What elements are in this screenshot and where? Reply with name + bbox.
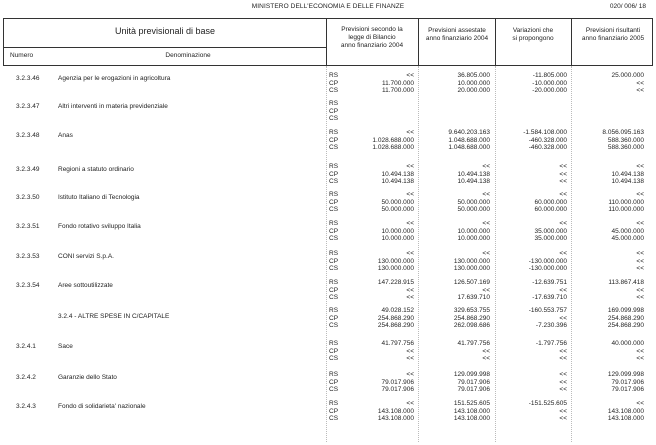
table-row (0, 369, 656, 399)
row-type-label: CP (329, 136, 339, 144)
table-row (0, 305, 656, 335)
cell-value: << (406, 129, 414, 136)
cell-value: << (482, 220, 490, 227)
row-denominazione: Regioni a statuto ordinario (58, 166, 134, 173)
row-type-label: CS (329, 265, 339, 272)
row-type-label: CS (329, 355, 339, 362)
cell-value: 254.868.290 (607, 322, 644, 329)
cell-value: 143.108.000 (607, 407, 644, 415)
cell-value: 60.000.000 (534, 198, 567, 206)
cell-value: << (636, 87, 644, 94)
table-row (0, 98, 656, 128)
cell-value: -12.639.751 (532, 279, 567, 286)
column-divider (418, 18, 419, 66)
cell-value: << (636, 294, 644, 301)
row-type-label: CP (329, 407, 339, 415)
row-denominazione: Altri interventi in materia previdenziale (58, 103, 168, 110)
cell-value: << (482, 163, 490, 170)
row-type-label: CP (329, 107, 339, 115)
column-guide-line (326, 66, 327, 442)
cell-value: 8.056.095.163 (602, 129, 644, 136)
cell-value: 254.868.290 (377, 322, 414, 329)
row-type-label: CS (329, 178, 339, 185)
cell-value: 110.000.000 (608, 206, 644, 213)
cell-value: 10.000.000 (457, 235, 490, 242)
cell-value: << (482, 191, 490, 198)
cell-value: 1.028.688.000 (372, 136, 414, 144)
row-type-label: CP (329, 378, 339, 386)
row-type-label: CS (329, 294, 339, 301)
row-code: 3.2.3.53 (16, 253, 40, 260)
table-row (0, 70, 656, 100)
cell-value: 11.700.000 (381, 87, 414, 94)
cell-value: 262.098.686 (453, 322, 490, 329)
cell-value: << (636, 191, 644, 198)
cell-value: 10.494.138 (381, 170, 414, 178)
cell-value: << (406, 294, 414, 301)
cell-value: << (559, 286, 567, 294)
cell-value: 130.000.000 (453, 265, 490, 272)
cell-value: 151.525.605 (453, 400, 490, 407)
cell-value: << (559, 407, 567, 415)
cell-value: -11.805.000 (532, 72, 567, 79)
row-type-label: CP (329, 198, 339, 206)
cell-value: << (559, 163, 567, 170)
page-header-title: MINISTERO DELL'ECONOMIA E DELLE FINANZE (251, 3, 405, 10)
row-code: 3.2.3.46 (16, 75, 40, 82)
cell-value: -7.230.396 (535, 322, 567, 329)
col-header-line: Previsioni risultanti (585, 27, 641, 34)
table-row (0, 189, 656, 219)
cell-value: 10.494.138 (457, 170, 490, 178)
cell-value: << (406, 355, 414, 362)
cell-value: << (559, 170, 567, 178)
cell-value: << (482, 355, 490, 362)
cell-value: 41.797.756 (381, 340, 414, 347)
row-type-label: CP (329, 347, 339, 355)
cell-value: 60.000.000 (534, 206, 567, 213)
row-code: 3.2.4.2 (16, 374, 36, 381)
col-header-line: si propongono (512, 35, 554, 42)
column-guide-line (495, 66, 496, 442)
cell-value: << (636, 220, 644, 227)
cell-value: << (406, 250, 414, 257)
cell-value: 129.099.998 (453, 371, 490, 378)
cell-value: 1.048.688.000 (448, 144, 490, 151)
row-type-label: RS (329, 250, 339, 257)
cell-value: << (406, 400, 414, 407)
cell-value: 1.048.688.000 (448, 136, 490, 144)
cell-value: 25.000.000 (611, 72, 644, 79)
column-guide-line (571, 66, 572, 442)
row-type-label: RS (329, 307, 339, 314)
table-row (0, 218, 656, 248)
cell-value: 1.028.688.000 (372, 144, 414, 151)
cell-value: 10.494.138 (457, 178, 490, 185)
cell-value: 10.000.000 (381, 235, 414, 242)
cell-value: << (636, 286, 644, 294)
row-type-label: CS (329, 415, 339, 422)
column-guide-line (418, 66, 419, 442)
row-code: 3.2.4.3 (16, 403, 36, 410)
cell-value: << (559, 378, 567, 386)
cell-value: 10.000.000 (457, 79, 490, 87)
row-type-label: RS (329, 72, 339, 79)
cell-value: << (559, 191, 567, 198)
table-row (0, 277, 656, 307)
cell-value: 36.805.000 (457, 72, 490, 79)
cell-value: 169.099.998 (607, 307, 644, 314)
cell-value: 10.494.138 (611, 178, 644, 185)
cell-value: 9.640.203.163 (448, 129, 490, 136)
cell-value: 129.099.998 (607, 371, 644, 378)
row-type-label: RS (329, 129, 339, 136)
cell-value: 254.868.290 (453, 314, 490, 322)
cell-value: << (406, 347, 414, 355)
row-type-label: RS (329, 400, 339, 407)
cell-value: << (559, 178, 567, 185)
row-denominazione: Agenzia per le erogazioni in agricoltura (58, 75, 171, 82)
col-header-previsioni-risultanti (573, 27, 653, 43)
cell-value: -160.553.757 (528, 307, 567, 314)
cell-value: 40.000.000 (611, 340, 644, 347)
column-divider (495, 18, 496, 66)
cell-value: 588.360.000 (607, 136, 644, 144)
cell-value: 110.000.000 (608, 198, 644, 206)
table-row (0, 398, 656, 428)
cell-value: 20.000.000 (457, 87, 490, 94)
cell-value: << (636, 257, 644, 265)
col-header-line: Previsioni assestate (428, 27, 486, 34)
cell-value: 79.017.906 (381, 378, 414, 386)
cell-value: 45.000.000 (611, 227, 644, 235)
cell-value: 11.700.000 (381, 79, 414, 87)
row-code: 3.2.3.48 (16, 132, 40, 139)
row-denominazione: Fondo rotativo sviluppo Italia (58, 223, 141, 230)
cell-value: 254.868.290 (377, 314, 414, 322)
row-denominazione: Anas (58, 132, 73, 139)
cell-value: 79.017.906 (611, 386, 644, 393)
cell-value: << (406, 163, 414, 170)
cell-value: 10.494.138 (611, 170, 644, 178)
cell-value: << (406, 286, 414, 294)
col-header-line: legge di Bilancio (348, 34, 396, 41)
cell-value: 143.108.000 (377, 415, 414, 422)
cell-value: 130.000.000 (453, 257, 490, 265)
row-type-label: RS (329, 220, 339, 227)
row-code: 3.2.4 - ALTRE SPESE IN C/CAPITALE (58, 313, 170, 320)
cell-value: << (559, 371, 567, 378)
cell-value: 10.000.000 (457, 227, 490, 235)
row-code: 3.2.3.50 (16, 194, 40, 201)
cell-value: << (406, 72, 414, 79)
cell-value: << (482, 286, 490, 294)
cell-value: << (636, 79, 644, 87)
cell-value: 49.028.152 (381, 307, 414, 314)
cell-value: << (636, 265, 644, 272)
row-type-label: CS (329, 115, 339, 122)
cell-value: << (559, 250, 567, 257)
cell-value: << (559, 314, 567, 322)
table-row (0, 248, 656, 278)
cell-value: 130.000.000 (377, 257, 414, 265)
cell-value: -151.525.605 (528, 400, 567, 407)
header-divider (3, 47, 326, 48)
cell-value: 147.228.915 (377, 279, 414, 286)
cell-value: 113.867.418 (608, 279, 644, 286)
table-row (0, 127, 656, 157)
cell-value: 50.000.000 (457, 206, 490, 213)
column-divider (326, 18, 327, 66)
col-header-line: anno finanziario 2004 (340, 42, 404, 49)
cell-value: 35.000.000 (534, 227, 567, 235)
cell-value: 35.000.000 (534, 235, 567, 242)
row-denominazione: Sace (58, 343, 73, 350)
cell-value: 50.000.000 (381, 198, 414, 206)
unit-title: Unità previsionali di base (114, 26, 216, 36)
cell-value: << (482, 347, 490, 355)
numero-header: Numero (10, 52, 34, 59)
row-code: 3.2.4.1 (16, 343, 36, 350)
denominazione-header: Denominazione (165, 52, 211, 59)
row-denominazione: Istituto Italiano di Tecnologia (58, 194, 140, 201)
row-denominazione: Aree sottoutilizzate (58, 282, 113, 289)
row-code: 3.2.3.54 (16, 282, 40, 289)
cell-value: 126.507.169 (453, 279, 490, 286)
cell-value: 329.653.755 (453, 307, 490, 314)
cell-value: << (406, 191, 414, 198)
cell-value: << (636, 163, 644, 170)
cell-value: 45.000.000 (611, 235, 644, 242)
cell-value: -130.000.000 (528, 257, 567, 265)
row-type-label: CP (329, 227, 339, 235)
cell-value: 10.494.138 (381, 178, 414, 185)
cell-value: << (559, 355, 567, 362)
row-type-label: RS (329, 191, 339, 198)
cell-value: -20.000.000 (532, 87, 567, 94)
cell-value: << (406, 371, 414, 378)
cell-value: -1.584.108.000 (523, 129, 567, 136)
row-type-label: CP (329, 286, 339, 294)
cell-value: 50.000.000 (457, 198, 490, 206)
cell-value: << (559, 415, 567, 422)
page-number: 020/ 006/ 18 (609, 3, 646, 10)
row-type-label: CS (329, 206, 339, 213)
cell-value: 143.108.000 (377, 407, 414, 415)
cell-value: << (636, 400, 644, 407)
row-code: 3.2.3.47 (16, 103, 40, 110)
table-row (0, 338, 656, 368)
row-type-label: RS (329, 371, 339, 378)
row-type-label: CP (329, 170, 339, 178)
cell-value: 79.017.906 (457, 378, 490, 386)
row-code: 3.2.3.51 (16, 223, 40, 230)
cell-value: 10.000.000 (381, 227, 414, 235)
cell-value: << (559, 386, 567, 393)
cell-value: -130.000.000 (528, 265, 567, 272)
row-type-label: RS (329, 100, 339, 107)
cell-value: 41.797.756 (457, 340, 490, 347)
row-type-label: CP (329, 257, 339, 265)
row-type-label: CS (329, 322, 339, 329)
cell-value: -460.328.000 (528, 136, 567, 144)
cell-value: << (559, 347, 567, 355)
col-header-variazioni (497, 27, 569, 43)
cell-value: -10.000.000 (532, 79, 567, 87)
cell-value: << (406, 220, 414, 227)
row-code: 3.2.3.49 (16, 166, 40, 173)
cell-value: << (636, 347, 644, 355)
row-type-label: CS (329, 87, 339, 94)
column-divider (571, 18, 572, 66)
row-denominazione: Fondo di solidarieta' nazionale (58, 403, 146, 410)
cell-value: 143.108.000 (453, 407, 490, 415)
row-type-label: RS (329, 340, 339, 347)
row-type-label: CP (329, 314, 339, 322)
cell-value: 143.108.000 (453, 415, 490, 422)
cell-value: 143.108.000 (607, 415, 644, 422)
row-type-label: RS (329, 163, 339, 170)
col-header-previsioni-assestate (420, 27, 494, 43)
cell-value: << (636, 250, 644, 257)
cell-value: 130.000.000 (377, 265, 414, 272)
cell-value: << (636, 355, 644, 362)
cell-value: << (482, 250, 490, 257)
cell-value: -1.797.756 (535, 340, 567, 347)
cell-value: << (559, 220, 567, 227)
cell-value: -460.328.000 (528, 144, 567, 151)
cell-value: 79.017.906 (611, 378, 644, 386)
cell-value: -17.639.710 (532, 294, 567, 301)
row-type-label: CP (329, 79, 339, 87)
row-type-label: CS (329, 235, 339, 242)
table-row (0, 161, 656, 191)
col-header-line: anno finanziario 2005 (581, 35, 645, 42)
cell-value: 79.017.906 (457, 386, 490, 393)
row-type-label: CS (329, 386, 339, 393)
col-header-line: Previsioni secondo la (341, 26, 403, 33)
col-header-legge-bilancio (328, 26, 416, 50)
row-type-label: RS (329, 279, 339, 286)
cell-value: 588.360.000 (607, 144, 644, 151)
col-header-line: Variazioni che (512, 27, 554, 34)
row-denominazione: Garanzie dello Stato (58, 374, 117, 381)
row-type-label: CS (329, 144, 339, 151)
cell-value: 79.017.906 (381, 386, 414, 393)
row-denominazione: CONI servizi S.p.A. (58, 253, 114, 260)
col-header-line: anno finanziario 2004 (425, 35, 489, 42)
cell-value: 17.639.710 (457, 294, 490, 301)
cell-value: 50.000.000 (381, 206, 414, 213)
cell-value: 254.868.290 (607, 314, 644, 322)
